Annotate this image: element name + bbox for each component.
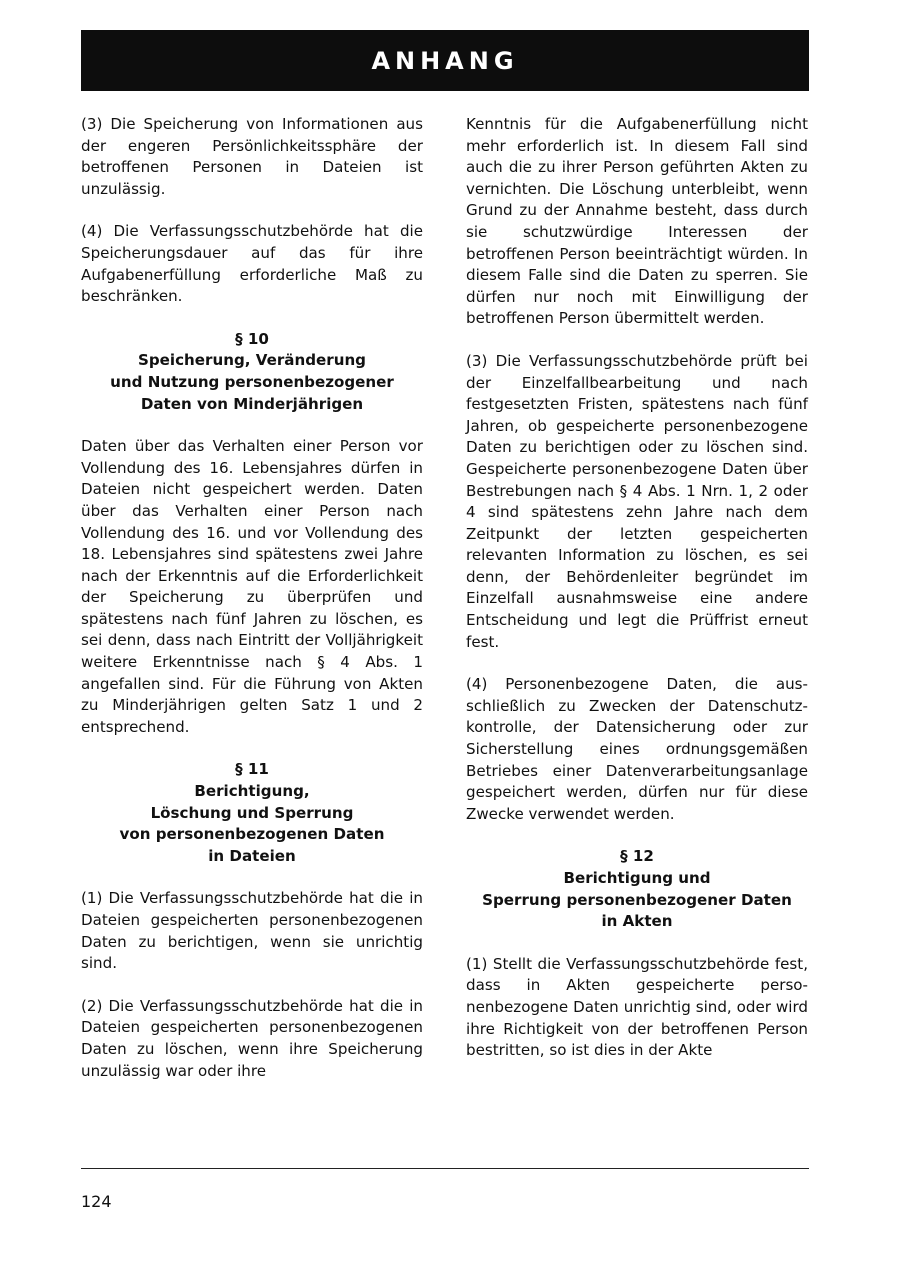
page-number: 124 — [81, 1192, 112, 1211]
section-10-title-line-1: Speicherung, Veränderung — [138, 351, 366, 370]
section-10-title-line-3: Daten von Minderjährigen — [140, 394, 364, 413]
section-11-title-line-1: Berichtigung, — [194, 782, 310, 801]
header-bar — [81, 30, 809, 91]
section-12-heading — [466, 846, 808, 932]
paragraph-10-4: (4) Die Verfassungsschutzbehörde hat die Speicherungsdauer auf das für ihre Aufgabenerfüllung erforderliche Maß zu beschränken. — [81, 222, 423, 306]
paragraph-10-3: (3) Die Speicherung von Informationen aus der engeren Persönlichkeitssphäre der betroffenen Personen in Dateien ist unzulässig. — [81, 115, 423, 198]
section-12-number: § 12 — [620, 847, 654, 866]
section-10-heading — [81, 329, 423, 415]
section-11-title-line-4: in Dateien — [208, 846, 296, 865]
section-11-title-line-3: von personenbezogenen Daten — [119, 825, 385, 844]
section-11-heading — [81, 759, 423, 867]
section-12-title-line-3: in Akten — [601, 912, 673, 931]
footer-divider — [81, 1168, 809, 1169]
section-11-paragraph-1: (1) Die Verfassungsschutzbehörde hat die in Dateien gespeicherten personenbezogenen Daten zu berichtigen, wenn sie unrichtig sind. — [81, 889, 423, 973]
section-11-paragraph-2: (2) Die Verfassungsschutzbehörde hat die in Dateien gespeicherten personenbezogenen Daten zu löschen, wenn ihre Speicherung unzulässig war oder ihre — [81, 996, 423, 1080]
left-column — [81, 114, 423, 1082]
section-12-title-line-2: Sperrung personenbezogener Daten — [482, 890, 792, 909]
right-column — [466, 114, 808, 1062]
section-12-title-line-1: Berichtigung und — [563, 869, 711, 887]
section-10-number: § 10 — [235, 329, 269, 348]
section-11-paragraph-3: (3) Die Verfassungsschutzbehörde prüft bei der Einzelfallbearbeitung und nach festgesetzten Fristen, spätestens nach fünf Jahren, ob gespeicherte personenbezogene Daten zu berichtigen oder zu löschen sind. Gespeicherte personenbezogene Daten über Bestrebungen nach § 4 Abs. 1 Nrn. 1, 2 oder 4 sind spätestens zehn Jahre nach dem Zeitpunkt der letzten gespeicherten relevanten Information zu löschen, es sei denn, der Behördenleiter begründet im Einzelfall ausnahmsweise eine andere Entscheidung und legt die Prüffrist erneut fest. — [466, 351, 808, 651]
section-11-title-line-2: Löschung und Sperrung — [150, 803, 354, 822]
section-11-paragraph-4: (4) Personenbezogene Daten, die ausschließlich zu Zwecken der Datenschutzkontrolle, der Datensicherung oder zur Sicherstellung eines ordnungsgemäßen Betriebes einer Datenverarbeitungsanlage gespeichert werden, dürfen nur für diese Zwecke verwendet werden. — [466, 675, 808, 823]
section-10-body: Daten über das Verhalten einer Person vor Vollendung des 16. Lebensjahres dürfen in Dateien nicht gespeichert werden. Daten über das Verhalten einer Person nach Vollendung des 16. und vor Vollendung des 18. Lebensjahres sind spätestens zwei Jahre nach der Erkenntnis auf die Erforderlichkeit der Speicherung zu überprüfen und spätestens nach fünf Jahren zu löschen, es sei denn, dass nach Eintritt der Volljährigkeit weitere Erkenntnisse nach § 4 Abs. 1 angefallen sind. Für die Führung von Akten zu Minderjährigen gelten Satz 1 und 2 entsprechend. — [81, 437, 423, 736]
section-11-number: § 11 — [235, 760, 269, 779]
page-section-title: ANHANG — [371, 46, 519, 75]
section-10-title-line-2: und Nutzung personenbezogener — [110, 372, 394, 391]
section-12-paragraph-1: (1) Stellt die Verfassungsschutzbehörde fest, dass in Akten gespeicherte personenbezogene Daten unrichtig sind, oder wird ihre Richtigkeit von der betroffenen Person bestritten, so ist dies in der Akte — [466, 954, 808, 1060]
section-11-paragraph-2-continued: Kenntnis für die Aufgabenerfüllung nicht mehr erforderlich ist. In diesem Fall sind auch die zu ihrer Person geführten Akten zu vernichten. Die Löschung unterbleibt, wenn Grund zu der Annahme besteht, dass durch sie schutzwürdige Interessen der betroffenen Person beeinträchtigt würden. In diesem Falle sind die Daten zu sperren. Sie dürfen nur noch mit Einwilligung der betroffenen Person übermittelt werden. — [466, 115, 808, 328]
